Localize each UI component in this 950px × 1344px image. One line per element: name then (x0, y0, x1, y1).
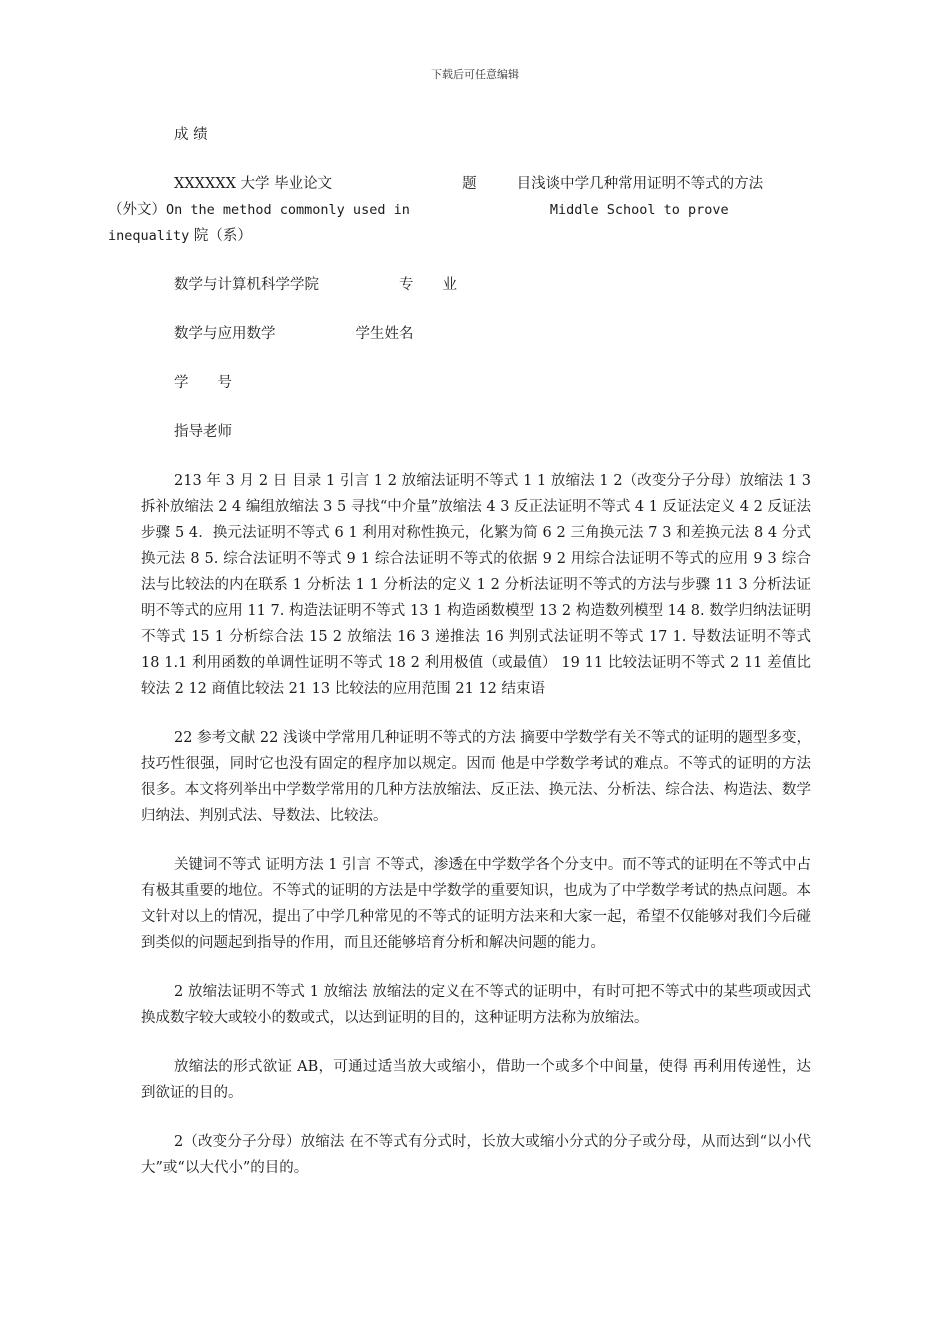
dept-row (141, 272, 811, 298)
thesis-title-en-1: On the method commonly used in (166, 202, 410, 218)
change-numerator-paragraph: 2（改变分子分母）放缩法 在不等式有分式时，长放大或缩小分式的分子或分母，从而达到“以小代大”或“以大代小”的目的。 (141, 1134, 811, 1176)
foreign-label: （外文） (108, 202, 166, 218)
student-name-label: 学生姓名 (355, 326, 414, 342)
major-value: 数学与应用数学 (174, 326, 276, 342)
page-header-note: 下载后可任意编辑 (431, 68, 519, 81)
university-name: XXXXXX 大学 毕业论文 (174, 176, 333, 192)
title-label-2: 目 (516, 176, 532, 192)
thesis-title-en-2: Middle School to prove (549, 202, 729, 218)
dept-label: 院（系） (193, 228, 252, 244)
table-of-contents: 213 年 3 月 2 日 目录 1 引言 1 2 放缩法证明不等式 1 1 放缩法 1 2（改变分子分母）放缩法 1 3 拆补放缩法 2 4 编组放缩法 3 5 寻找“中介量”放缩法 4 3 反正法证明不等式 4 1 反证法定义 4 2 反证法步骤 5 4．换元法证明不等式 6 1 利用对称性换元，化繁为简 6 2 三角换元法 7 3 和差换元法 8 4 分式换元法 8 5. 综合法证明不等式 9 1 综合法证明不等式的依据 9 2 用综合法证明不等式的应用 9 3 综合法与比较法的内在联系 1 分析法 1 1 分析法的定义 1 2 分析法证明不等式的方法与步骤 11 3 分析法证明不等式的应用 11 7. 构造法证明不等式 13 1 构造函数模型 13 2 构造数列模型 14 8. 数学归纳法证明不等式 15 1 分析综合法 15 2 放缩法 16 3 递推法 16 判别式法证明不等式 17 1. 导数法证明不等式 18 1.1 利用函数的单调性证明不等式 18 2 利用极值（或最值） 19 11 比较法证明不等式 2 11 差值比较法 2 12 商值比较法 21 13 比较法的应用范围 21 12 结束语 (141, 473, 811, 697)
document-body (108, 122, 811, 1204)
thesis-title-cn: 浅谈中学几种常用证明不等式的方法 (531, 176, 764, 192)
abstract-paragraph: 22 参考文献 22 浅谈中学常用几种证明不等式的方法 摘要中学数学有关不等式的证明的题型多变，技巧性很强，同时它也没有固定的程序加以规定。因而 他是中学数学考试的难点。不等式的证明的方法很多。本文将列举出中学数学常用的几种方法放缩法、反正法、换元法、分析法、综合法、构造法、数学归纳法、判别式法、导数法、比较法。 (141, 730, 811, 824)
student-id-label: 学 号 (174, 375, 232, 391)
major-row (141, 321, 811, 347)
grade-label: 成 绩 (174, 127, 208, 143)
thesis-title-en-3: inequality (108, 228, 190, 244)
scaling-form-paragraph: 放缩法的形式欲证 AB，可通过适当放大或缩小，借助一个或多个中间量，使得 再利用传递性，达到欲证的目的。 (141, 1059, 811, 1101)
dept-value: 数学与计算机科学学院 (174, 277, 319, 293)
advisor-label: 指导老师 (174, 424, 232, 440)
keywords-intro-paragraph: 关键词不等式 证明方法 1 引言 不等式，渗透在中学数学各个分支中。而不等式的证明在不等式中占有极其重要的地位。不等式的证明的方法是中学数学的重要知识，也成为了中学数学考试的热点问题。本文针对以上的情况，提出了中学几种常见的不等式的证明方法来和大家一起，希望不仅能够对我们今后碰到类似的问题起到指导的作用，而且还能够培育分析和解决问题的能力。 (141, 857, 811, 951)
major-label: 专 业 (399, 277, 457, 293)
section-2-paragraph: 2 放缩法证明不等式 1 放缩法 放缩法的定义在不等式的证明中，有时可把不等式中的某些项或因式换成数字较大或较小的数或式，以达到证明的目的，这种证明方法称为放缩法。 (141, 984, 811, 1026)
title-block (108, 171, 811, 249)
title-label-1: 题 (462, 176, 477, 192)
